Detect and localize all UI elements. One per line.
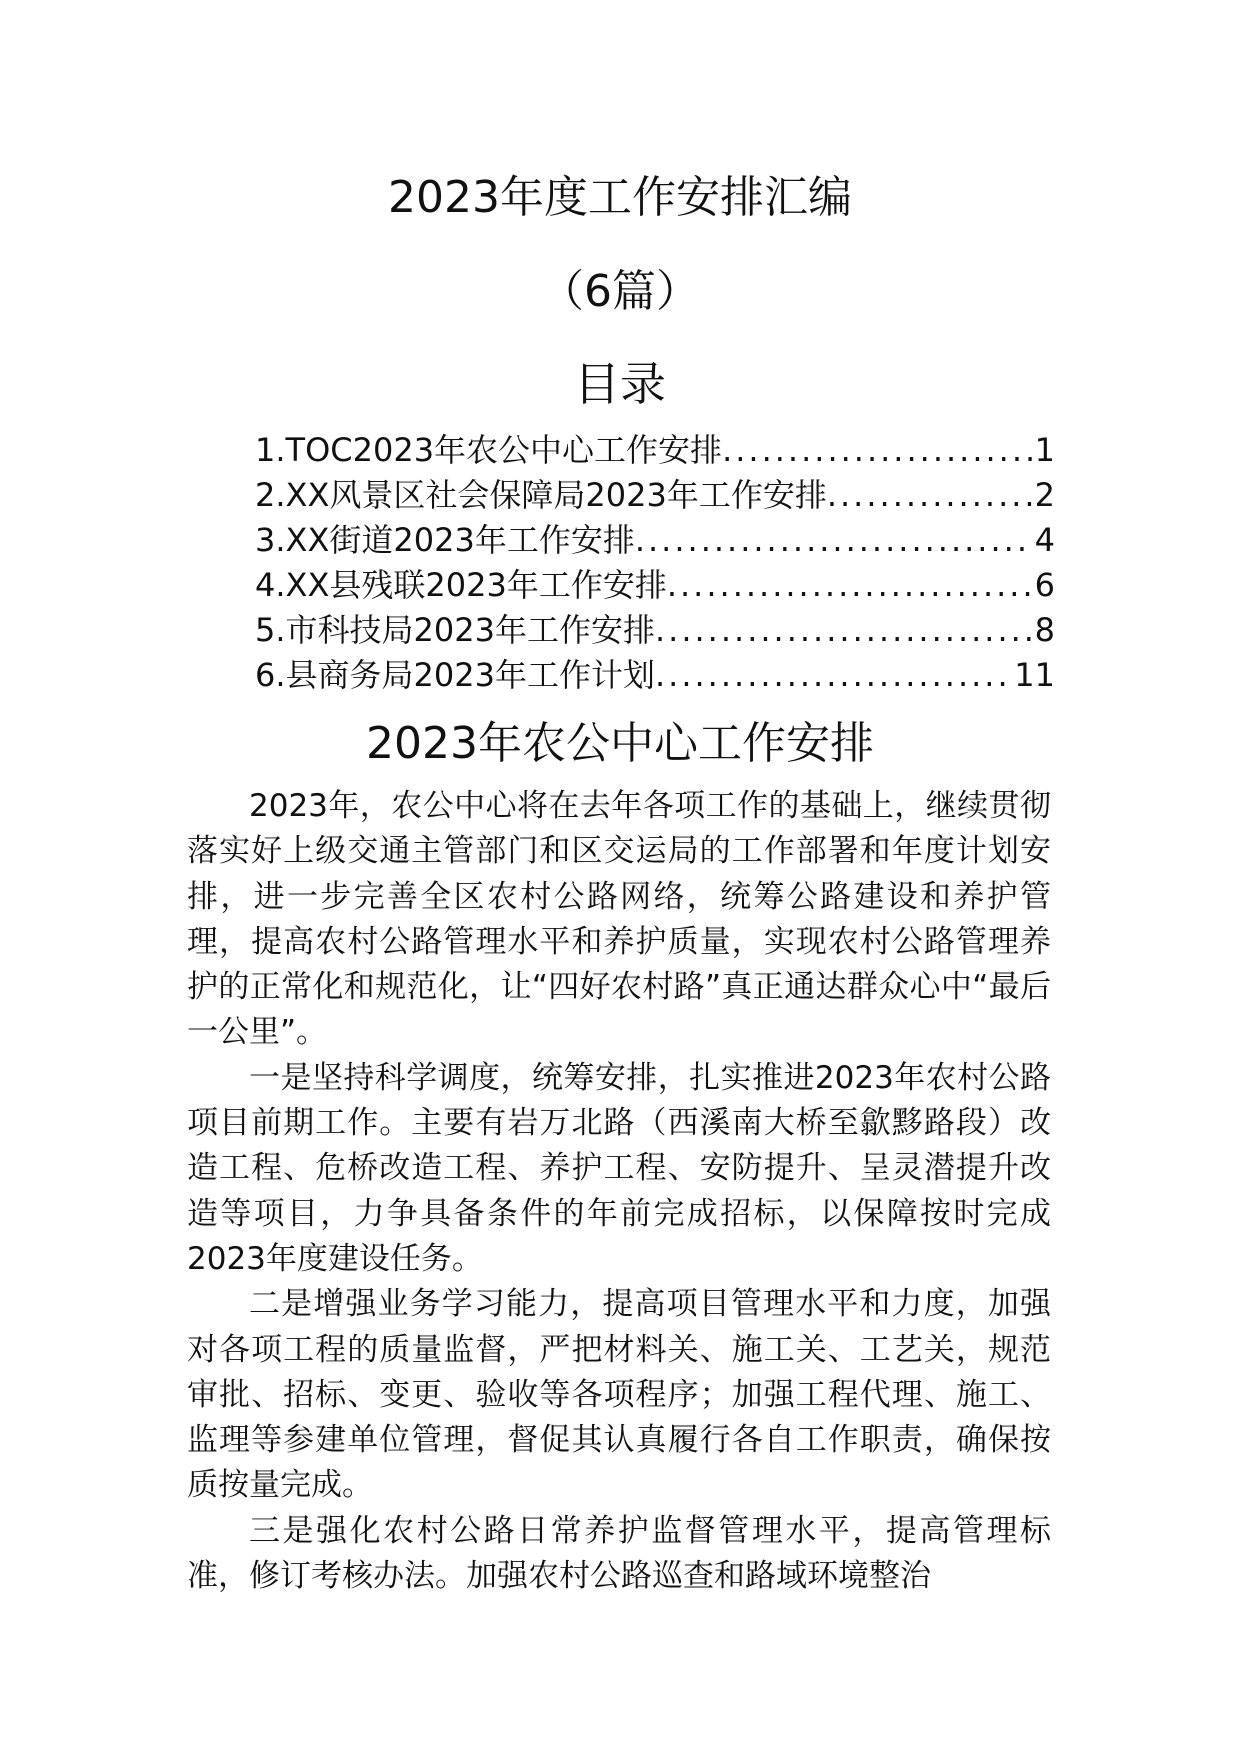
- toc-entry[interactable]: [255, 518, 1055, 563]
- toc-entry-title: 3.XX街道2023年工作安排: [255, 521, 635, 559]
- toc-entry-title: 4.XX县残联2023年工作安排: [255, 566, 667, 604]
- toc-leader-dots: [655, 653, 1012, 698]
- toc-entry-page: 1: [1034, 431, 1055, 469]
- toc-entry-title: 1.TOC2023年农公中心工作安排: [255, 431, 723, 469]
- toc-leader-dots: [655, 608, 1033, 653]
- toc-leader-dots: [827, 473, 1033, 518]
- body-paragraph: 三是强化农村公路日常养护监督管理水平，提高管理标准，修订考核办法。加强农村公路巡查和路域环境整治: [187, 1512, 1051, 1595]
- toc-entry[interactable]: [255, 428, 1055, 473]
- toc-heading: 目录: [574, 357, 666, 411]
- toc-entry-title: 6.县商务局2023年工作计划: [255, 656, 655, 694]
- body-paragraph: 一是坚持科学调度，统筹安排，扎实推进2023年农村公路项目前期工作。主要有岩万北路（西溪南大桥至歙黟路段）改造工程、危桥改造工程、养护工程、安防提升、呈灵潜提升改造等项目，力争具备条件的年前完成招标，以保障按时完成2023年度建设任务。: [187, 1059, 1051, 1277]
- toc-entry[interactable]: [255, 473, 1055, 518]
- toc-entry-page: 2: [1034, 476, 1055, 514]
- toc-entry-page: 11: [1014, 656, 1055, 694]
- toc-entry-page: 4: [1034, 521, 1055, 559]
- toc-entry[interactable]: [255, 563, 1055, 608]
- section-title: 2023年农公中心工作安排: [366, 718, 874, 769]
- body-paragraph: 二是增强业务学习能力，提高项目管理水平和力度，加强对各项工程的质量监督，严把材料关、施工关、工艺关，规范审批、招标、变更、验收等各项程序；加强工程代理、施工、监理等参建单位管理，督促其认真履行各自工作职责，确保按质按量完成。: [187, 1286, 1051, 1504]
- toc-entry[interactable]: [255, 608, 1055, 653]
- toc-entry-title: 5.市科技局2023年工作安排: [255, 611, 655, 649]
- table-of-contents: [255, 428, 1055, 698]
- document-subtitle: （6篇）: [540, 266, 700, 317]
- body-paragraph: 2023年，农公中心将在去年各项工作的基础上，继续贯彻落实好上级交通主管部门和区交运局的工作部署和年度计划安排，进一步完善全区农村公路网络，统筹公路建设和养护管理，提高农村公路管理水平和养护质量，实现农村公路管理养护的正常化和规范化，让“四好农村路”真正通达群众心中“最后一公里”。: [187, 788, 1051, 1051]
- toc-entry-page: 8: [1034, 611, 1055, 649]
- toc-entry[interactable]: [255, 653, 1055, 698]
- toc-leader-dots: [667, 563, 1033, 608]
- toc-leader-dots: [722, 428, 1033, 473]
- section-body: [187, 784, 1051, 1599]
- toc-leader-dots: [635, 518, 1033, 563]
- toc-entry-page: 6: [1034, 566, 1055, 604]
- toc-entry-title: 2.XX风景区社会保障局2023年工作安排: [255, 476, 827, 514]
- document-title: 2023年度工作安排汇编: [388, 172, 852, 223]
